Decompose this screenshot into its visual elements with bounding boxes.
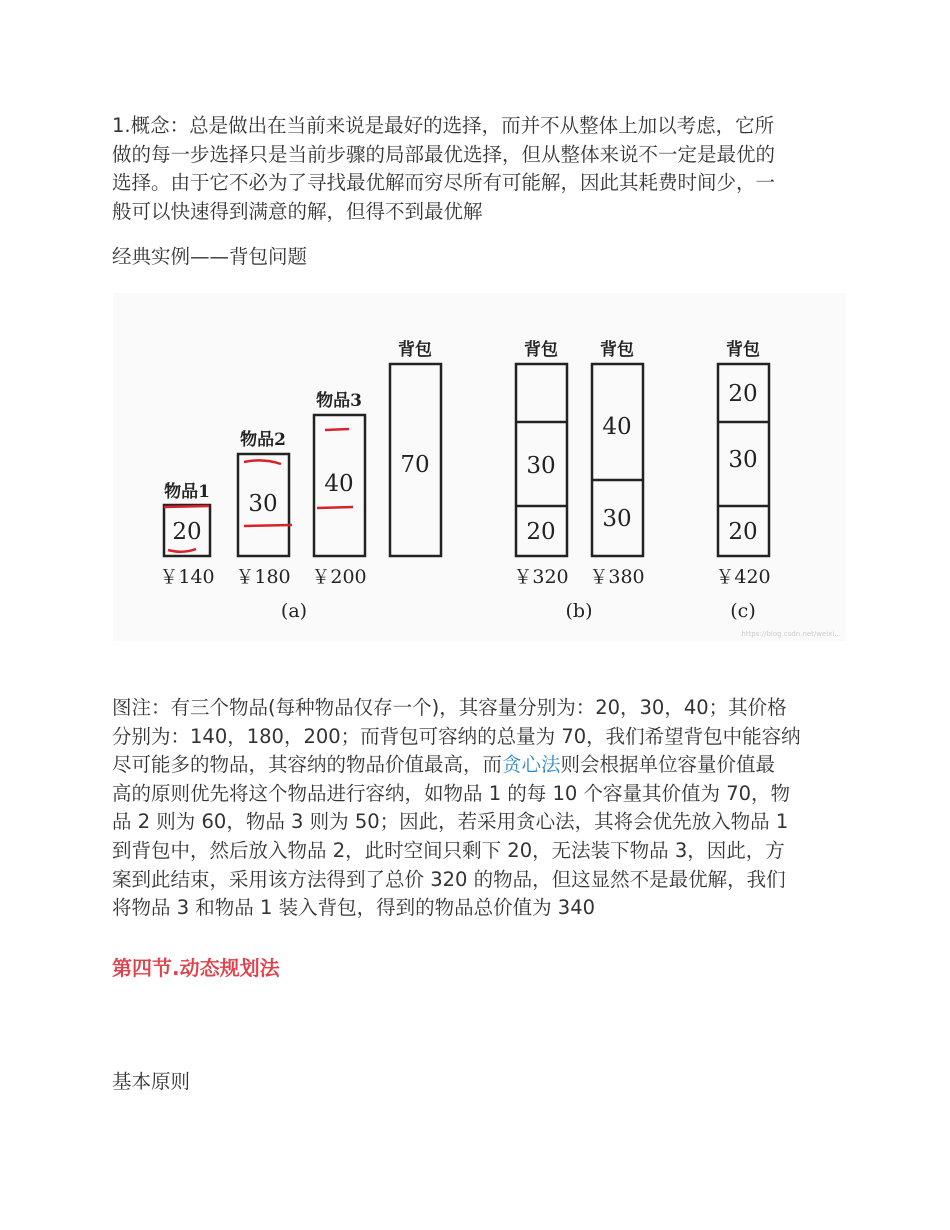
concept-line: 选择。由于它不必为了寻找最优解而穷尽所有可能解，因此其耗费时间少，一 [112, 171, 776, 195]
bag-c-block: 30 [728, 447, 758, 473]
item3-price: ￥200 [311, 566, 367, 588]
item3-capacity: 40 [324, 471, 354, 497]
caption-line: 尽可能多的物品，其容纳的物品价值最高，而 [112, 753, 503, 777]
bag-b2-label: 背包 [600, 340, 634, 360]
concept-line: 做的每一步选择只是当前步骤的局部最优选择，但从整体来说不一定是最优的 [112, 142, 776, 166]
caption-line: 则会根据单位容量价值最 [560, 753, 776, 777]
item1-label: 物品1 [164, 482, 210, 502]
watermark: https://blog.csdn.net/weixi... [741, 630, 841, 638]
bag-b2-block: 40 [602, 414, 632, 440]
basic-principle-text: 基本原则 [112, 1070, 191, 1093]
bag-b1-price: ￥320 [513, 566, 569, 588]
caption-line: 分别为：140，180，200；而背包可容纳的总量为 70，我们希望背包中能容纳 [112, 724, 801, 748]
greedy-method-link[interactable]: 贪心法 [502, 753, 561, 777]
caption-line: 将物品 3 和物品 1 装入背包，得到的物品总价值为 340 [112, 896, 596, 920]
annotation-stroke [168, 549, 196, 552]
bag-c-block: 20 [728, 381, 758, 407]
bag-c-label: 背包 [726, 340, 760, 360]
caption-line: 高的原则优先将这个物品进行容纳，如物品 1 的每 10 个容量其价值为 70，物 [112, 781, 791, 805]
annotation-stroke [164, 506, 209, 507]
bag-b1-block: 20 [526, 519, 556, 545]
annotation-stroke [325, 429, 349, 430]
item2-label: 物品2 [240, 430, 286, 450]
concept-line: 般可以快速得到满意的解，但得不到最优解 [112, 199, 483, 223]
knapsack-figure [113, 293, 846, 641]
item3-label: 物品3 [316, 391, 362, 411]
panel-a-label: (a) [280, 600, 308, 622]
panel-c-label: (c) [730, 600, 756, 622]
item2-price: ￥180 [235, 566, 291, 588]
item2-capacity: 30 [248, 491, 278, 517]
annotation-stroke [317, 507, 353, 508]
item1-price: ￥140 [159, 566, 215, 588]
knapsack-diagram [113, 293, 846, 641]
bag-b2-block: 30 [602, 506, 632, 532]
bag-c-price: ￥420 [715, 566, 771, 588]
item1-capacity: 20 [172, 519, 202, 545]
example-title: 经典实例——背包问题 [112, 245, 308, 268]
concept-paragraph [112, 112, 837, 226]
section-heading: 第四节.动态规划法 [112, 956, 280, 980]
caption-line: 案到此结束，采用该方法得到了总价 320 的物品，但这显然不是最优解，我们 [112, 867, 786, 891]
annotation-stroke [244, 525, 292, 526]
caption-paragraph [112, 694, 837, 923]
bag-b2-price: ￥380 [589, 566, 645, 588]
panel-b-label: (b) [565, 600, 593, 622]
bag-c-block: 20 [728, 519, 758, 545]
annotation-stroke [244, 460, 281, 464]
bag-b1-block: 30 [526, 453, 556, 479]
concept-line: 1.概念：总是做出在当前来说是最好的选择，而并不从整体上加以考虑，它所 [112, 114, 775, 137]
caption-line: 图注：有三个物品(每种物品仅存一个)，其容量分别为：20，30，40；其价格 [112, 696, 787, 719]
knapsack-capacity: 70 [400, 452, 430, 478]
knapsack-label: 背包 [398, 340, 432, 360]
bag-b1-label: 背包 [524, 340, 558, 360]
caption-line: 到背包中，然后放入物品 2，此时空间只剩下 20，无法装下物品 3，因此，方 [112, 838, 785, 862]
caption-line: 品 2 则为 60，物品 3 则为 50；因此，若采用贪心法，其将会优先放入物品 1 [112, 810, 789, 834]
